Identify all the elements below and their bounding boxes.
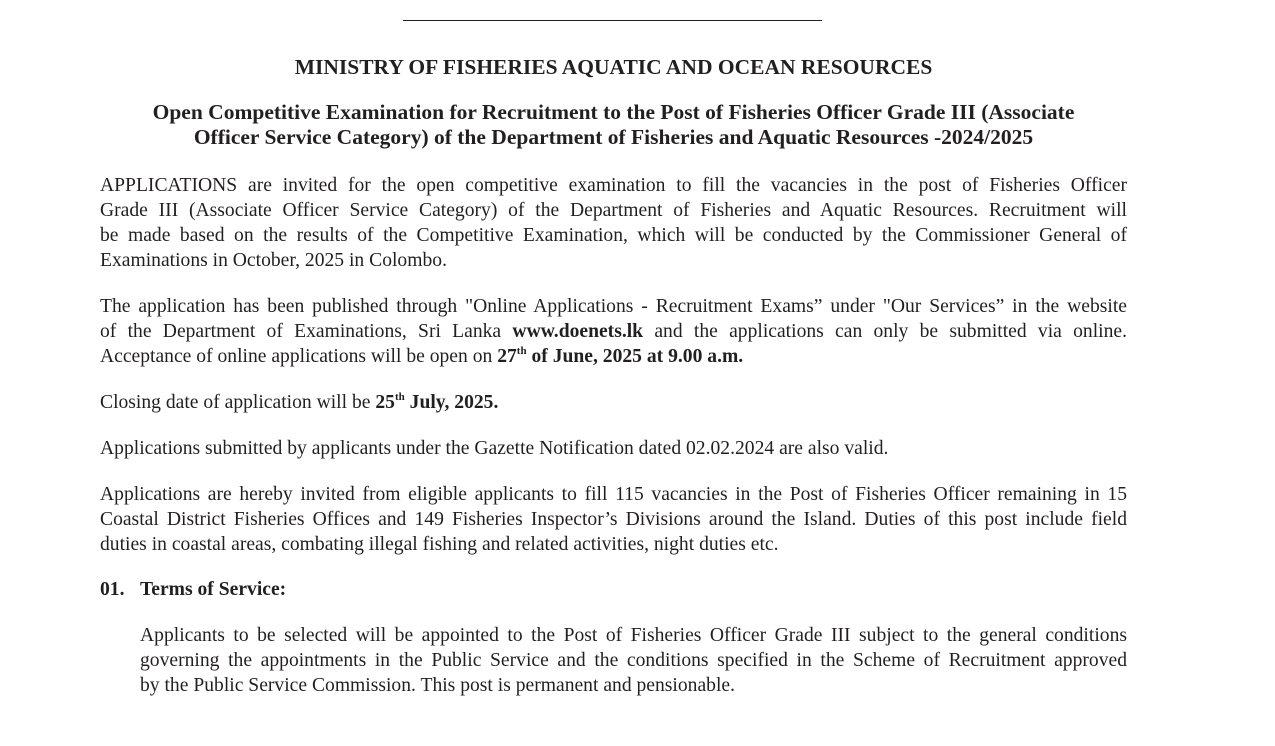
paragraph-line: Applications are hereby invited from eligible applicants to fill 115 vacancies in the Post of Fisheries Officer remaining in 15	[100, 484, 1127, 505]
opening-day: 27	[497, 346, 517, 367]
paragraph-line: APPLICATIONS are invited for the open competitive examination to fill the vacancies in the post of Fisheries Officer	[100, 175, 1127, 196]
opening-day-suffix: th	[516, 345, 527, 357]
paragraph-line	[100, 344, 1127, 369]
paragraph-line: Coastal District Fisheries Offices and 149 Fisheries Inspector’s Divisions around the Island. Duties of this post include field	[100, 509, 1127, 530]
opening-date	[497, 346, 743, 367]
paragraph-line: duties in coastal areas, combating illegal fishing and related activities, night duties etc.	[100, 534, 779, 555]
paragraph-line: governing the appointments in the Public Service and the conditions specified in the Scheme of Recruitment approved	[140, 650, 1127, 671]
paragraph-line: Applications submitted by applicants under the Gazette Notification dated 02.02.2024 are also valid.	[100, 438, 889, 459]
vacancies-paragraph	[100, 482, 1127, 557]
paragraph-text: of the Department of Examinations, Sri Lanka	[100, 321, 502, 342]
examination-title-line-2: Officer Service Category) of the Department of Fisheries and Aquatic Resources -2024/2025	[193, 125, 1034, 149]
section-title: Terms of Service:	[140, 579, 287, 600]
closing-day: 25	[375, 392, 395, 413]
closing-day-suffix: th	[394, 391, 405, 403]
terms-of-service-paragraph	[140, 623, 1127, 698]
paragraph-line: Grade III (Associate Officer Service Category) of the Department of Fisheries and Aquatic Resources. Recruitment will	[100, 200, 1127, 221]
online-application-paragraph	[100, 294, 1127, 369]
ministry-heading: MINISTRY OF FISHERIES AQUATIC AND OCEAN RESOURCES	[294, 55, 933, 79]
closing-date	[375, 392, 498, 413]
paragraph-line: be made based on the results of the Competitive Examination, which will be conducted by the Commissioner General of	[100, 225, 1127, 246]
applications-invited-paragraph	[100, 173, 1127, 273]
section-heading-terms-of-service	[100, 577, 1127, 602]
paragraph-line: Applicants to be selected will be appointed to the Post of Fisheries Officer Grade III subject to the general conditions	[140, 625, 1127, 646]
closing-date-paragraph	[100, 390, 1127, 415]
closing-date-rest: July, 2025.	[409, 392, 499, 413]
paragraph-line	[100, 390, 1127, 415]
paragraph-line: The application has been published through "Online Applications - Recruitment Exams” under "Our Services” in the website	[100, 296, 1127, 317]
paragraph-line	[100, 319, 1127, 344]
paragraph-line: by the Public Service Commission. This post is permanent and pensionable.	[140, 675, 735, 696]
section-number: 01.	[100, 579, 125, 600]
website-link[interactable]: www.doenets.lk	[512, 321, 644, 342]
paragraph-text: and the applications can only be submitted via online.	[654, 321, 1127, 342]
opening-date-rest: of June, 2025 at 9.00 a.m.	[531, 346, 744, 367]
paragraph-text: Acceptance of online applications will be open on	[100, 346, 493, 367]
paragraph-line: Examinations in October, 2025 in Colombo.	[100, 250, 447, 271]
examination-title-line-1: Open Competitive Examination for Recruitment to the Post of Fisheries Officer Grade III (Associate	[152, 100, 1075, 124]
top-divider-rule	[403, 20, 822, 21]
gazette-validity-paragraph	[100, 436, 1127, 461]
examination-title	[100, 100, 1127, 150]
paragraph-text: Closing date of application will be	[100, 392, 371, 413]
